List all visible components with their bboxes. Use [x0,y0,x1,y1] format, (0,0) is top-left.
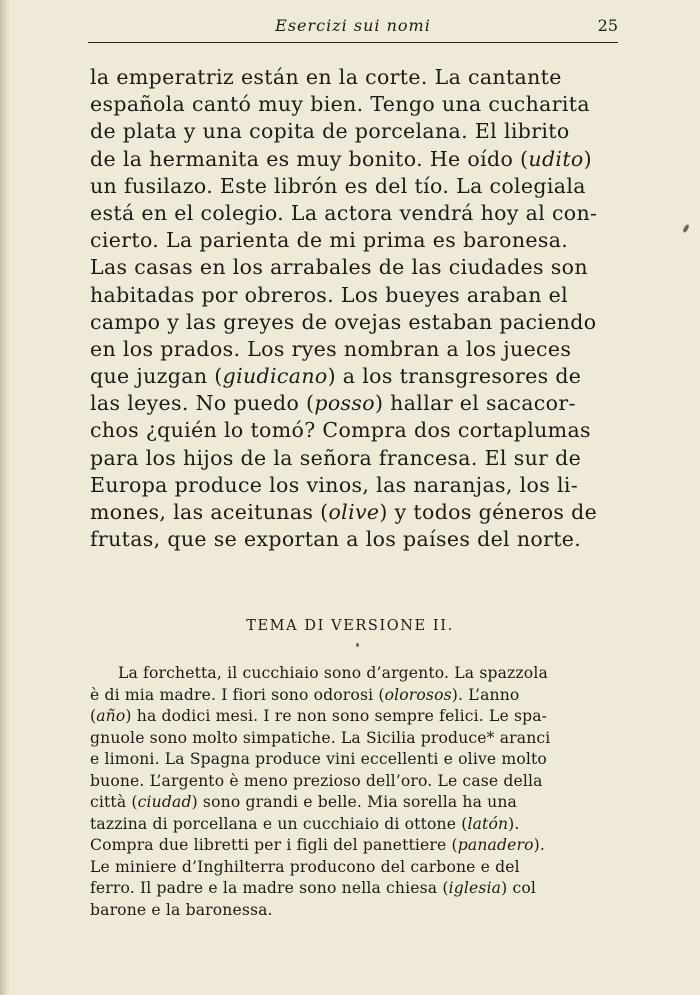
text-line [90,499,620,526]
italic-gloss: olorosos [384,685,452,704]
text-line [90,146,620,173]
text-run: la emperatriz están en la corte. La cantante [90,65,562,89]
text-run: ) a los transgresores de [327,364,582,389]
text-line [90,728,620,750]
text-run: las leyes. No puedo ( [90,391,315,416]
page-gutter-shadow [0,0,10,995]
italic-gloss: udito [528,146,584,171]
text-run: e limoni. La Spagna produce vini eccellenti e olive molto [90,750,547,768]
text-run: española cantó muy bien. Tengo una cucharita [90,92,590,117]
text-line [90,173,620,200]
text-run: de plata y una copita de porcelana. El librito [90,119,570,144]
text-run: un fusilazo. Este librón es del tío. La colegiala [90,173,586,198]
text-run: barone e la baronessa. [90,900,273,919]
text-line [90,200,620,227]
text-run: mones, las aceitunas ( [90,500,329,524]
section-heading: TEMA DI VERSIONE II. [246,618,454,634]
text-line [90,771,620,793]
text-line [90,706,620,728]
italic-gloss: olive [328,500,380,524]
text-run: ) sono grandi e belle. Mia sorella ha una [191,793,517,811]
text-run: è di mia madre. I fiori sono odorosi ( [90,685,385,704]
text-run: gnuole sono molto simpatiche. La Sicilia produce* aranci [90,728,551,747]
spanish-exercise-text [90,64,620,553]
text-run: que juzgan ( [90,364,223,389]
text-run: ). [508,814,520,833]
text-line [90,336,620,363]
text-run: Las casas en los arrabales de las ciudades son [90,255,588,280]
text-line [90,227,620,254]
paper-speck [356,643,359,647]
paper-speck [682,224,690,234]
text-line [90,792,620,814]
text-run: buone. L’argento è meno prezioso dell’oro. Le case della [90,771,543,790]
text-run: città ( [90,793,138,811]
italic-gloss: panadero [457,836,534,854]
running-header [88,12,618,43]
page-number: 25 [597,16,618,35]
text-line [90,900,620,922]
text-run: ). [533,836,545,854]
text-line [90,445,620,472]
text-run: Compra due libretti per i figli del panettiere ( [90,836,458,854]
text-run: para los hijos de la señora francesa. El sur de [90,445,582,470]
text-run: habitadas por obreros. Los bueyes araban el [90,282,569,307]
text-run: campo y las greyes de ovejas estaban paciendo [90,309,597,334]
text-run: ) [583,146,592,171]
text-run: Le miniere d’Inghilterra producono del carbone e del [90,857,520,876]
text-line [90,64,620,91]
italic-gloss: ciudad [137,793,192,811]
text-run: La forchetta, il cucchiaio sono d’argento. La spazzola [118,664,548,682]
text-line [90,390,620,417]
text-run: ( [90,707,97,725]
text-line [90,685,620,707]
text-line [90,282,620,309]
text-line [90,254,620,281]
text-line [90,472,620,499]
text-line [90,878,620,900]
text-run: ) y todos géneros de [379,500,598,524]
text-run: de la hermanita es muy bonito. He oído ( [90,146,529,171]
text-line [90,417,620,444]
running-title: Esercizi sui nomi [275,16,431,35]
text-line [90,526,620,553]
text-line [90,835,620,857]
text-line [90,363,620,390]
italic-gloss: iglesia [448,879,502,897]
italic-gloss: giudicano [222,364,328,389]
text-run: Europa produce los vinos, las naranjas, los li- [90,472,579,497]
text-line [90,91,620,118]
text-line [90,857,620,879]
text-line [90,118,620,145]
text-run: tazzina di porcellana e un cucchiaio di ottone ( [90,814,468,833]
italic-gloss: posso [314,391,375,416]
text-run: ). L’anno [451,685,520,704]
italic-gloss: año [96,707,126,725]
text-run: está en el colegio. La actora vendrá hoy al con- [90,200,598,225]
italian-translation-exercise [90,663,620,921]
text-run: chos ¿quién lo tomó? Compra dos cortaplumas [90,418,591,443]
text-run: cierto. La parienta de mi prima es baronesa. [90,228,569,253]
text-run: ) ha dodici mesi. I re non sono sempre felici. Le spa- [125,707,548,725]
italic-gloss: latón [467,814,509,833]
text-run: ) col [501,879,537,897]
text-run: ferro. Il padre e la madre sono nella chiesa ( [90,879,449,897]
text-run: frutas, que se exportan a los países del norte. [90,527,582,552]
text-run: en los prados. Los ryes nombran a los jueces [90,336,572,361]
text-line [90,309,620,336]
text-line [90,749,620,771]
text-line [90,814,620,836]
text-run: ) hallar el sacacor- [374,391,576,416]
text-line [90,663,620,685]
